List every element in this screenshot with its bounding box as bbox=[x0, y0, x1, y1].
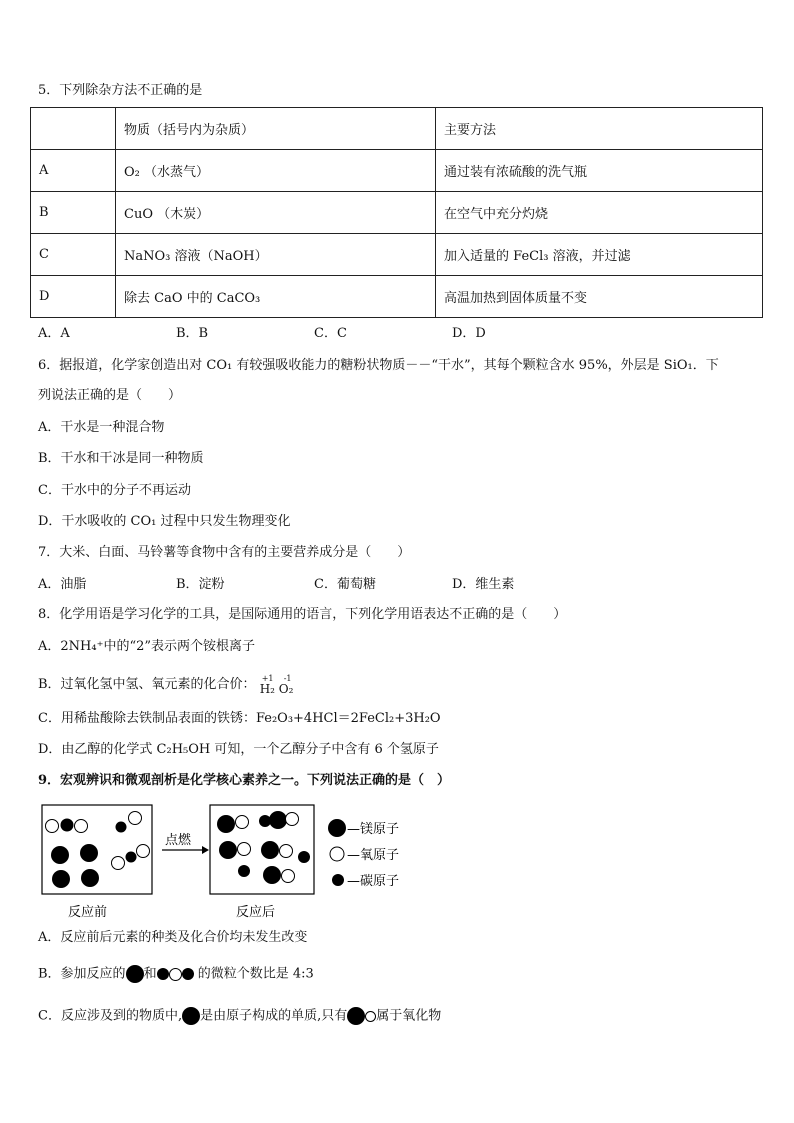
option-d[interactable]: D．干水吸收的 CO₁ 过程中只发生物理变化 bbox=[38, 514, 291, 529]
table-header-row bbox=[31, 108, 763, 150]
arrow-head bbox=[202, 846, 209, 854]
valence-formula bbox=[259, 673, 306, 696]
oxygen-atom-icon bbox=[169, 968, 182, 981]
magnesium-atom bbox=[52, 870, 70, 888]
carbon-atom-icon bbox=[182, 968, 194, 980]
valence-h: +1 bbox=[261, 673, 274, 683]
table-cell bbox=[31, 108, 116, 150]
magnesium-atom bbox=[51, 846, 69, 864]
option-c[interactable]: C．用稀盐酸除去铁制品表面的铁锈：Fe₂O₃+4HCl＝2FeCl₂+3H₂O bbox=[38, 711, 441, 726]
option-c[interactable]: C．干水中的分子不再运动 bbox=[38, 483, 191, 498]
magnesium-atom-icon bbox=[347, 1007, 365, 1025]
table-cell: 通过装有浓硫酸的洗气瓶 bbox=[436, 150, 763, 192]
magnesium-atom bbox=[269, 811, 287, 829]
magnesium-atom bbox=[219, 841, 237, 859]
table-cell: 在空气中充分灼烧 bbox=[436, 192, 763, 234]
magnesium-atom bbox=[81, 869, 99, 887]
table-row bbox=[31, 150, 763, 192]
legend-carbon-label: —碳原子 bbox=[347, 874, 400, 889]
carbon-atom bbox=[61, 819, 74, 832]
arrow-label: 点燃 bbox=[165, 833, 192, 848]
q6-stem-line2: 列说法正确的是（ ） bbox=[38, 388, 182, 403]
table-cell: 物质（括号内为杂质） bbox=[116, 108, 436, 150]
q6-stem-line1: 6．据报道，化学家创造出对 CO₁ 有较强吸收能力的糖粉状物质－－“干水”，其每个颗粒含水 95%，外层是 SiO₁．下 bbox=[38, 358, 719, 373]
option-c[interactable] bbox=[38, 1007, 441, 1026]
option-a[interactable]: A．油脂 bbox=[38, 577, 87, 592]
option-c[interactable]: C．C bbox=[314, 326, 347, 341]
magnesium-atom bbox=[80, 844, 98, 862]
table-cell: 加入适量的 FeCl₃ 溶液，并过滤 bbox=[436, 234, 763, 276]
oxygen-atom bbox=[75, 820, 88, 833]
oxygen-atom bbox=[112, 857, 125, 870]
carbon-atom bbox=[116, 822, 127, 833]
option-c[interactable]: C．葡萄糖 bbox=[314, 577, 376, 592]
after-label: 反应后 bbox=[236, 905, 276, 920]
option-c-text-post: 属于氧化物 bbox=[376, 1008, 442, 1024]
carbon-atom bbox=[238, 865, 250, 877]
table-cell: O₂ （水蒸气） bbox=[116, 150, 436, 192]
q5-table bbox=[30, 107, 763, 318]
magnesium-atom-icon bbox=[182, 1007, 200, 1025]
table-cell: 高温加热到固体质量不变 bbox=[436, 276, 763, 318]
oxygen-atom bbox=[46, 820, 59, 833]
carbon-atom bbox=[126, 852, 137, 863]
q5-options bbox=[38, 325, 486, 343]
table-cell: NaNO₃ 溶液（NaOH） bbox=[116, 234, 436, 276]
carbon-atom bbox=[298, 851, 310, 863]
table-row bbox=[31, 192, 763, 234]
q7-stem: 7．大米、白面、马铃薯等食物中含有的主要营养成分是（ ） bbox=[38, 545, 411, 560]
option-a[interactable]: A．A bbox=[38, 326, 70, 341]
oxygen-atom bbox=[236, 816, 249, 829]
table-cell: D bbox=[31, 276, 116, 318]
q8-stem: 8．化学用语是学习化学的工具，是国际通用的语言，下列化学用语表达不正确的是（ ） bbox=[38, 607, 567, 622]
option-b[interactable] bbox=[38, 965, 314, 984]
legend-magnesium-label: —镁原子 bbox=[347, 822, 400, 837]
option-b[interactable]: B．干水和干冰是同一种物质 bbox=[38, 451, 204, 466]
option-b-text-pre: B．参加反应的 bbox=[38, 966, 126, 982]
option-a[interactable]: A．干水是一种混合物 bbox=[38, 420, 165, 435]
magnesium-atom bbox=[263, 866, 281, 884]
option-b[interactable] bbox=[38, 673, 306, 696]
option-d[interactable]: D．D bbox=[452, 326, 486, 341]
table-cell: 除去 CaO 中的 CaCO₃ bbox=[116, 276, 436, 318]
magnesium-atom bbox=[261, 841, 279, 859]
reaction-diagram bbox=[40, 800, 440, 925]
option-a[interactable]: A．反应前后元素的种类及化合价均未发生改变 bbox=[38, 930, 308, 945]
formula-h2o2: H₂ O₂ bbox=[259, 681, 294, 696]
option-b-text: B．过氧化氢中氢、氧元素的化合价： bbox=[38, 677, 256, 692]
valence-o: -1 bbox=[283, 673, 292, 683]
table-cell: B bbox=[31, 192, 116, 234]
legend-oxygen-label: —氧原子 bbox=[347, 848, 400, 863]
option-b-text-post: 的微粒个数比是 4:3 bbox=[197, 966, 314, 982]
legend-oxygen-icon bbox=[330, 847, 344, 861]
option-c-text-pre: C．反应涉及到的物质中, bbox=[38, 1008, 183, 1024]
oxygen-atom-icon bbox=[365, 1011, 376, 1022]
oxygen-atom bbox=[280, 845, 293, 858]
table-cell: A bbox=[31, 150, 116, 192]
option-b[interactable]: B．淀粉 bbox=[176, 577, 225, 592]
oxygen-atom bbox=[137, 845, 150, 858]
q7-options bbox=[38, 576, 514, 594]
oxygen-atom bbox=[286, 813, 299, 826]
legend-carbon-icon bbox=[332, 874, 344, 886]
oxygen-atom bbox=[282, 870, 295, 883]
table-row bbox=[31, 234, 763, 276]
oxygen-atom bbox=[238, 843, 251, 856]
option-b-text-mid: 和 bbox=[143, 966, 157, 982]
q9-stem: 9．宏观辨识和微观剖析是化学核心素养之一。下列说法正确的是（ ） bbox=[38, 773, 451, 788]
table-row bbox=[31, 276, 763, 318]
before-label: 反应前 bbox=[68, 905, 108, 920]
table-cell: CuO （木炭） bbox=[116, 192, 436, 234]
oxygen-atom bbox=[129, 812, 142, 825]
table-cell: C bbox=[31, 234, 116, 276]
option-d[interactable]: D．维生素 bbox=[452, 577, 515, 592]
magnesium-atom bbox=[217, 815, 235, 833]
option-c-text-mid: 是由原子构成的单质,只有 bbox=[200, 1008, 348, 1024]
legend-magnesium-icon bbox=[328, 819, 346, 837]
option-a[interactable]: A．2NH₄⁺中的“2”表示两个铵根离子 bbox=[38, 639, 256, 654]
option-b[interactable]: B．B bbox=[176, 326, 209, 341]
q5-stem: 5．下列除杂方法不正确的是 bbox=[38, 83, 203, 98]
carbon-atom-icon bbox=[157, 968, 169, 980]
option-d[interactable]: D．由乙醇的化学式 C₂H₅OH 可知，一个乙醇分子中含有 6 个氢原子 bbox=[38, 742, 439, 757]
table-cell: 主要方法 bbox=[436, 108, 763, 150]
magnesium-atom-icon bbox=[126, 965, 144, 983]
